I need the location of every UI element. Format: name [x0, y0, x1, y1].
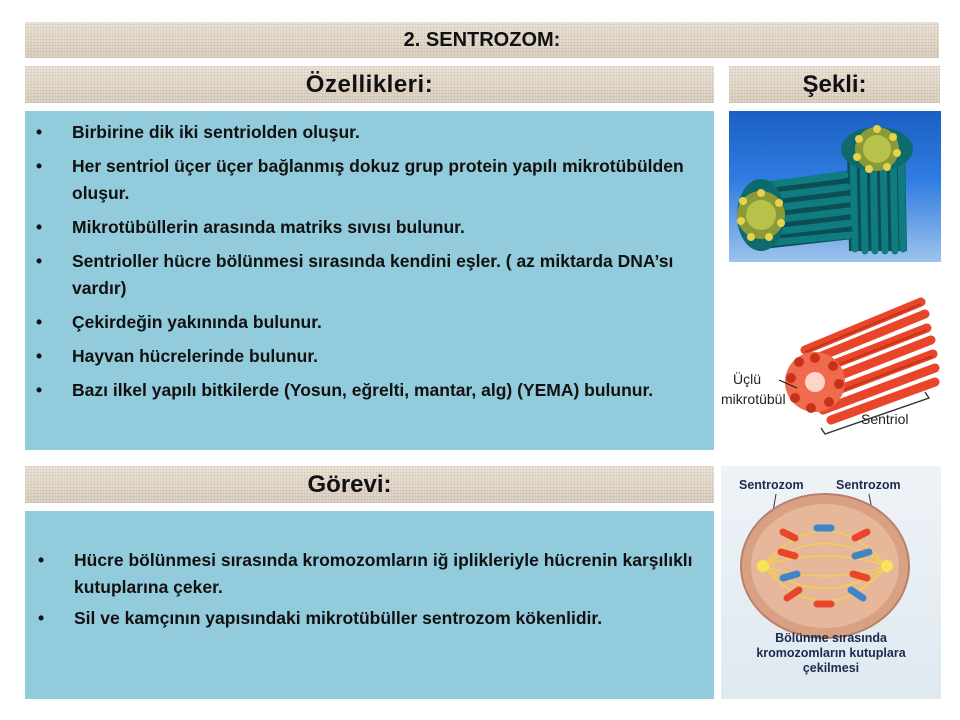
list-item [36, 214, 702, 241]
slide-title-bar [25, 22, 939, 58]
slide-title: 2. SENTROZOM: [403, 28, 561, 51]
caption-line-2: kromozomların kutuplara [756, 646, 906, 660]
list-item-text: Sil ve kamçının yapısındaki mikrotübüller sentrozom kökenlidir. [74, 608, 603, 628]
gorevi-list [38, 547, 714, 636]
list-item-text: Hücre bölünmesi sırasında kromozomların iğ iplikleriyle hücrenin karşılıklı kutuplarına çeker. [74, 550, 693, 597]
list-item-text: Hayvan hücrelerinde bulunur. [72, 346, 319, 366]
list-item [38, 605, 714, 632]
label-mikrotubul: mikrotübül [721, 391, 786, 407]
list-item-text: Sentrioller hücre bölünmesi sırasında kendini eşler. ( az miktarda DNA’sı vardır) [72, 251, 674, 298]
label-uclu: Üçlü [733, 371, 762, 387]
centriole-3d-figure [729, 111, 941, 262]
list-item-text: Mikrotübüllerin arasında matriks sıvısı bulunur. [72, 217, 465, 237]
bullet: • [36, 251, 43, 271]
bullet: • [36, 346, 43, 366]
cell-division-figure [721, 466, 941, 699]
sekli-heading: Şekli: [802, 70, 867, 98]
list-item [38, 547, 714, 601]
sekli-heading-bar [729, 66, 940, 103]
gorevi-panel [25, 511, 714, 699]
gorevi-heading-bar [25, 466, 714, 503]
bullet: • [36, 156, 43, 176]
bullet: • [36, 217, 43, 237]
centriole-3d-illustration [729, 111, 941, 262]
ozellikler-panel [25, 111, 714, 450]
bullet: • [36, 122, 43, 142]
ozellikler-heading: Özellikleri: [305, 70, 434, 98]
list-item [36, 248, 702, 302]
bullet: • [36, 312, 43, 332]
list-item [36, 343, 702, 370]
caption-line-1: Bölünme sırasında [775, 631, 887, 645]
centriole-labeled-figure [721, 278, 946, 443]
bullet: • [38, 550, 45, 570]
caption-line-3: çekilmesi [802, 661, 860, 675]
centriole-labeled-illustration [721, 278, 946, 443]
label-sentrozom-left: Sentrozom [739, 478, 804, 492]
label-sentrozom-right: Sentrozom [836, 478, 901, 492]
list-item [36, 153, 702, 207]
list-item-text: Birbirine dik iki sentriolden oluşur. [72, 122, 360, 142]
ozellikler-list [36, 119, 702, 411]
cell-division-illustration [721, 466, 941, 699]
gorevi-heading: Görevi: [307, 470, 392, 498]
bullet: • [36, 380, 43, 400]
list-item-text: Çekirdeğin yakınında bulunur. [72, 312, 322, 332]
list-item [36, 309, 702, 336]
list-item-text: Bazı ilkel yapılı bitkilerde (Yosun, eğrelti, mantar, alg) (YEMA) bulunur. [72, 380, 654, 400]
ozellikler-heading-bar [25, 66, 714, 103]
list-item [36, 119, 702, 146]
label-sentriol: Sentriol [861, 411, 909, 427]
list-item [36, 377, 702, 404]
bullet: • [38, 608, 45, 628]
list-item-text: Her sentriol üçer üçer bağlanmış dokuz grup protein yapılı mikrotübülden oluşur. [72, 156, 684, 203]
